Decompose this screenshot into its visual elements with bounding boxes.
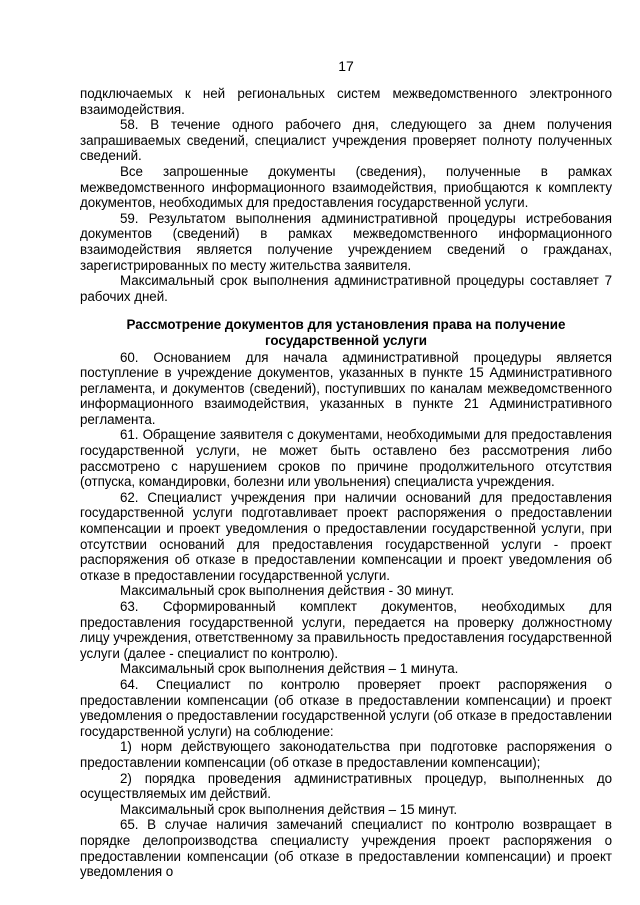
page-number: 17 (338, 58, 354, 74)
paragraph-max-term-1-min: Максимальный срок выполнения действия – 1 минута. (120, 661, 459, 677)
paragraph-max-term-15-min: Максимальный срок выполнения действия – 15 минут. (120, 801, 458, 817)
list-item-1: 1) норм действующего законодательства при подготовке распоряжения о предоставлении компенсации (об отказе в предоставлении компенсации); (80, 739, 612, 770)
paragraph-63: 63. Сформированный комплект документов, необходимых для предоставления государственной услуги, передается на проверку должностному лицу учреждения, ответственному за правильность предоставления государственной услуги (далее - специалист по контролю). (80, 599, 612, 661)
paragraph-requested-documents: Все запрошенные документы (сведения), полученные в рамках межведомственного информационного взаимодействия, приобщаются к комплекту документов, необходимых для предоставления государственной услуги. (80, 163, 612, 211)
paragraph-59: 59. Результатом выполнения административной процедуры истребования документов (сведений) в рамках межведомственного информационного взаимодействия является получение учреждением сведений о гражданах, зарегистрированных по месту жительства заявителя. (80, 210, 612, 273)
paragraph-58: 58. В течение одного рабочего дня, следующего за днем получения запрашиваемых сведений, специалист учреждения проверяет полноту полученных сведений. (80, 117, 612, 164)
paragraph-61: 61. Обращение заявителя с документами, необходимыми для предоставления государственной услуги, не может быть оставлено без рассмотрения либо рассмотрено с нарушением сроков по причине продолжительного отсутствия (отпуска, командировки, болезни или увольнения) специалиста учреждения. (80, 427, 612, 490)
paragraph-65: 65. В случае наличия замечаний специалист по контролю возвращает в порядке делопроизводства специалисту учреждения проект распоряжения о предоставлении компенсации (об отказе в предоставлении компенсации) и проект уведомления о (80, 817, 612, 880)
paragraph-64: 64. Специалист по контролю проверяет проект распоряжения о предоставлении компенсации (об отказе в предоставлении компенсации) и проект уведомления о предоставлении государственной услуги (об отказе в предоставлении государственной услуги) на соблюдение: (80, 676, 612, 739)
paragraph-max-term-7-days: Максимальный срок выполнения административной процедуры составляет 7 рабочих дней. (80, 273, 612, 304)
paragraph-continuation: подключаемых к ней региональных систем межведомственного электронного взаимодействия. (80, 86, 612, 117)
paragraph-60: 60. Основанием для начала административной процедуры является поступление в учреждение документов, указанных в пункте 15 Административного регламента, и документов (сведений), поступивших по каналам межведомственного информационного взаимодействия, указанных в пункте 21 Административного регламента. (80, 349, 612, 427)
list-item-2: 2) порядка проведения административных процедур, выполненных до осуществляемых им действий. (80, 770, 612, 802)
section-heading: Рассмотрение документов для установления права на получение государственной услуги (126, 317, 566, 348)
paragraph-62: 62. Специалист учреждения при наличии оснований для предоставления государственной услуги подготавливает проект распоряжения о предоставлении компенсации и проект уведомления о предоставлении государственной услуги, при отсутствии оснований для предоставления государственной услуги - проект распоряжения об отказе в предоставлении компенсации и проект уведомления об отказе в предоставлении государственной услуги. (80, 489, 612, 583)
paragraph-max-term-30-min: Максимальный срок выполнения действия - 30 минут. (120, 583, 455, 599)
